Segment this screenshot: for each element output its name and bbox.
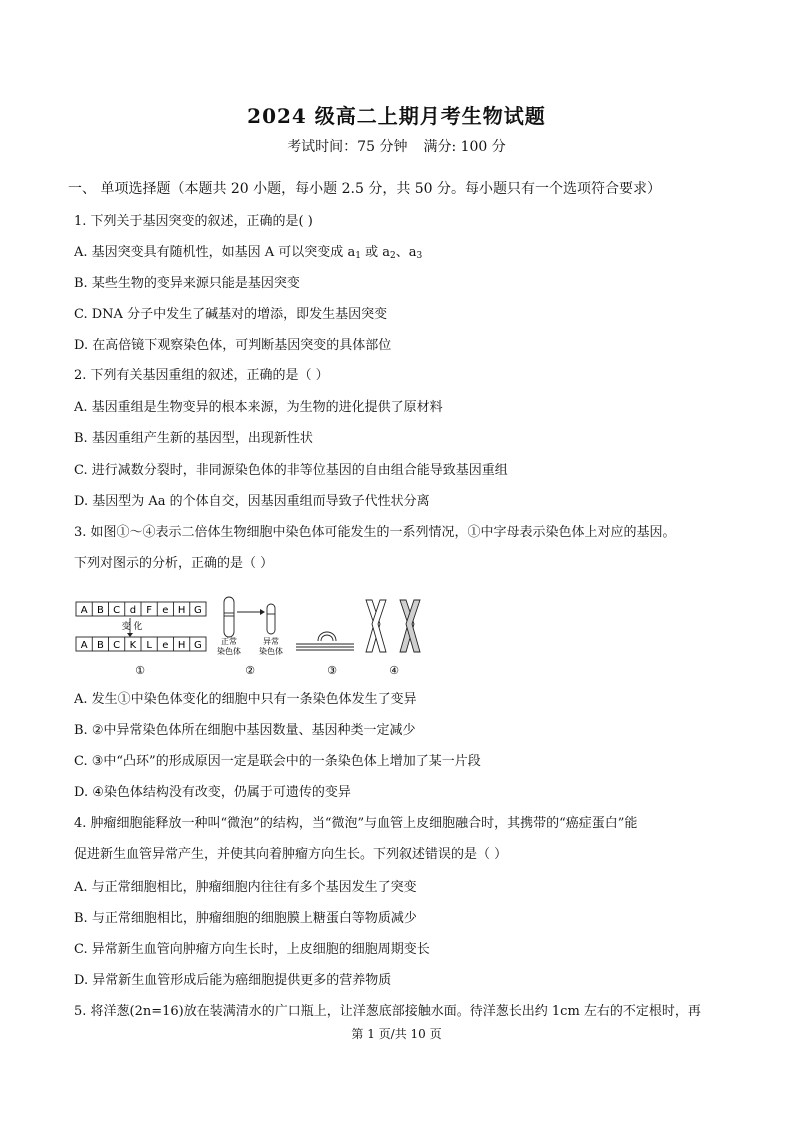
- q1-a-sub2: 2: [389, 251, 396, 261]
- q3-option-b: B. ②中异常染色体所在细胞中基因数量、基因种类一定减少: [74, 723, 416, 738]
- gene-label: F: [146, 605, 153, 616]
- change-label: 变 化: [121, 622, 143, 632]
- gene-label: C: [113, 605, 121, 616]
- figure-label-1: ①: [135, 664, 145, 677]
- gene-label: L: [146, 640, 152, 651]
- q1-a-mid2: 、a: [395, 245, 417, 260]
- gene-label: C: [113, 640, 121, 651]
- gene-label: H: [177, 605, 186, 616]
- page-number: 第 1 页/共 10 页: [351, 1027, 442, 1041]
- exam-time: 考试时间：75 分钟: [287, 139, 408, 155]
- chromosome-figure: [74, 596, 434, 678]
- q2-option-a: A. 基因重组是生物变异的根本来源，为生物的进化提供了原材料: [74, 400, 443, 415]
- q1-a-sub1: 1: [355, 251, 361, 261]
- section-heading: 一、 单项选择题（本题共 20 小题，每小题 2.5 分，共 50 分。每小题只有一个选项符合要求）: [68, 181, 662, 197]
- q4-option-c: C. 异常新生血管向肿瘤方向生长时，上皮细胞的细胞周期变长: [74, 942, 430, 957]
- panel2-arrow-head: [260, 609, 265, 615]
- q4-stem-line2: 促进新生血管异常产生，并使其向着肿瘤方向生长。下列叙述错误的是（ ）: [74, 847, 508, 862]
- gene-row-1: [81, 602, 202, 616]
- gene-label: e: [162, 640, 169, 651]
- abnormal-label-1: 异常: [263, 637, 279, 646]
- q1-a-mid: 或 a: [360, 245, 390, 260]
- q2-option-c: C. 进行减数分裂时，非同源染色体的非等位基因的自由组合能导致基因重组: [74, 463, 508, 478]
- q1-stem: 1. 下列关于基因突变的叙述，正确的是( ): [74, 214, 313, 229]
- gene-label: B: [96, 640, 104, 651]
- figure-panel-4: [366, 600, 420, 652]
- change-arrow-head: [127, 633, 133, 637]
- q1-option-b: B. 某些生物的变异来源只能是基因突变: [74, 276, 300, 291]
- q3-option-a: A. 发生①中染色体变化的细胞中只有一条染色体发生了变异: [74, 692, 417, 707]
- gene-label: G: [194, 640, 202, 651]
- abnormal-label-2: 染色体: [259, 647, 283, 656]
- gene-label: d: [129, 605, 137, 616]
- q3-stem-line1: 3. 如图①～④表示二倍体生物细胞中染色体可能发生的一系列情况，①中字母表示染色体上对应的基因。: [74, 525, 676, 540]
- gene-label: B: [96, 605, 104, 616]
- figure-label-4: ④: [389, 664, 399, 677]
- figure-label-3: ③: [327, 664, 337, 677]
- q2-stem: 2. 下列有关基因重组的叙述，正确的是（ ）: [74, 368, 329, 383]
- q3-option-c: C. ③中“凸环”的形成原因一定是联会中的一条染色体上增加了某一片段: [74, 754, 481, 769]
- q1-option-d: D. 在高倍镜下观察染色体，可判断基因突变的具体部位: [74, 338, 392, 353]
- exam-info: [0, 136, 793, 156]
- normal-label-2: 染色体: [217, 647, 241, 656]
- gene-label: e: [162, 605, 169, 616]
- q1-a-sub3: 3: [416, 251, 423, 261]
- q4-option-d: D. 异常新生血管形成后能为癌细胞提供更多的营养物质: [74, 973, 392, 988]
- gene-label: A: [80, 605, 88, 616]
- figure-panel-3: [296, 632, 354, 650]
- q4-stem-line1: 4. 肿瘤细胞能释放一种叫“微泡”的结构，当“微泡”与血管上皮细胞融合时，其携带的“癌症蛋白”能: [74, 816, 638, 831]
- exam-score: 满分: 100 分: [423, 139, 506, 155]
- q2-option-d: D. 基因型为 Aa 的个体自交，因基因重组而导致子代性状分离: [74, 494, 430, 509]
- gene-row-2: [81, 637, 202, 651]
- gene-label: G: [194, 605, 202, 616]
- q2-option-b: B. 基因重组产生新的基因型，出现新性状: [74, 431, 313, 446]
- gene-label: A: [80, 640, 88, 651]
- q4-option-a: A. 与正常细胞相比，肿瘤细胞内往往有多个基因发生了突变: [74, 880, 417, 895]
- abnormal-chromosome: [267, 604, 275, 634]
- q3-stem-line2: 下列对图示的分析，正确的是（ ）: [74, 556, 274, 571]
- q1-option-c: C. DNA 分子中发生了碱基对的增添，即发生基因突变: [74, 307, 388, 322]
- gene-label: H: [177, 640, 186, 651]
- normal-label-1: 正常: [221, 637, 237, 646]
- exam-title: 2024 级高二上期月考生物试题: [247, 104, 546, 128]
- q1-option-a: [74, 241, 422, 261]
- synapsis-loop-inner: [321, 635, 333, 641]
- gene-label: K: [129, 640, 137, 651]
- figure-panel-2: [224, 597, 275, 637]
- q5-stem-line1: 5. 将洋葱(2n=16)放在装满清水的广口瓶上，让洋葱底部接触水面。待洋葱长出约 1cm 左右的不定根时，再: [74, 1004, 701, 1019]
- normal-chromosome: [224, 597, 234, 637]
- figure-label-2: ②: [245, 664, 255, 677]
- q3-option-d: D. ④染色体结构没有改变，仍属于可遗传的变异: [74, 785, 351, 800]
- q1-a-text: A. 基因突变具有随机性，如基因 A 可以突变成 a: [74, 245, 356, 260]
- q4-option-b: B. 与正常细胞相比，肿瘤细胞的细胞膜上糖蛋白等物质减少: [74, 911, 417, 926]
